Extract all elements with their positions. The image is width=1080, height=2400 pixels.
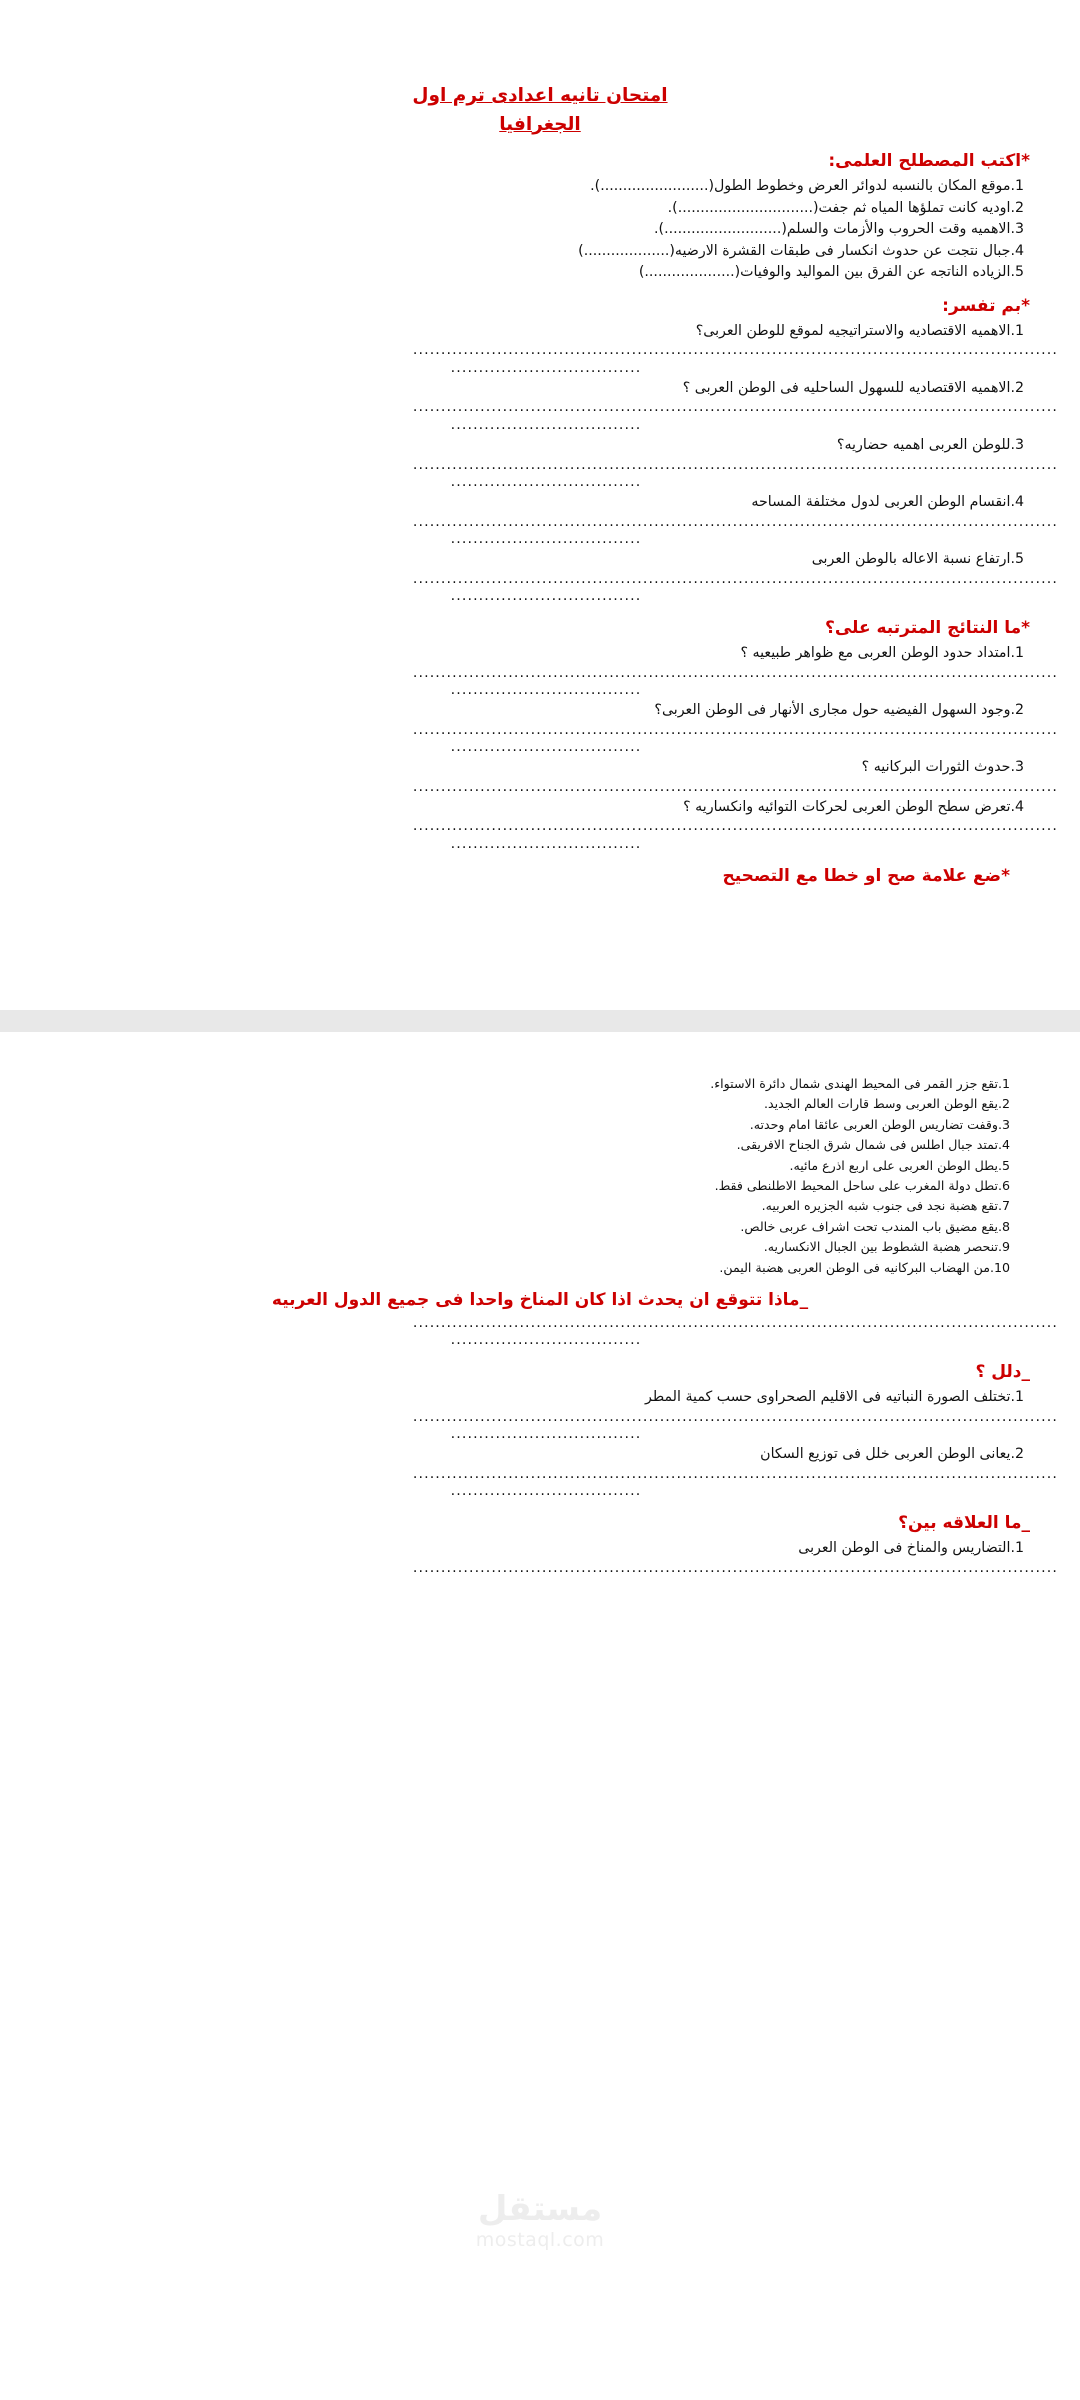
section-true-false-heading (10, 854, 1070, 891)
question-item: 1.امتداد حدود الوطن العربى مع ظواهر طبيعيه ؟ (740, 645, 1024, 662)
question-item: 1.موقع المكان بالنسبه لدوائر العرض وخطوط الطول(........................). (590, 178, 1024, 195)
question-item: 3.حدوث الثورات البركانيه ؟ (861, 759, 1024, 776)
question-item: 1.التضاريس والمناخ فى الوطن العربى (798, 1539, 1024, 1556)
answer-dotted-line: ................................................................................................................... (412, 570, 1058, 587)
question-item: 4.جبال نتجت عن حدوث انكسار فى طبقات القشرة الارضيه(...................) (578, 242, 1024, 259)
title-line-1: امتحان تانيه اعدادى ترم اول (412, 85, 668, 106)
true-false-item: 5.يطل الوطن العربى على اربع اذرع مائيه. (789, 1157, 1010, 1173)
true-false-item: 7.تقع هضبة نجد فى جنوب شبه الجزيره العربيه. (761, 1198, 1010, 1214)
exam-page-2 (0, 1032, 1080, 2400)
section-relationship (10, 1501, 1070, 1577)
answer-dotted-line: ................................................................................................................... (412, 456, 1058, 473)
true-false-item: 4.تمتد جبال اطلس فى شمال شرق الجناح الافريقى. (736, 1137, 1010, 1153)
answer-dotted-line: .................................. (450, 474, 642, 491)
section-prove (10, 1350, 1070, 1501)
answer-dotted-line: ................................................................................................................... (412, 399, 1058, 416)
answer-dotted-line: ................................................................................................................... (412, 1314, 1058, 1331)
answer-dotted-line: ................................................................................................................... (412, 721, 1058, 738)
answer-dotted-line: .................................. (450, 1483, 642, 1500)
watermark-latin-text: mostaql.com (475, 2229, 605, 2251)
true-false-item: 9.تنحصر هضبة الشطوط بين الجبال الانكساريه. (763, 1239, 1010, 1255)
true-false-item: 8.يقع مضيق باب المندب تحت اشراف عربى خالص. (740, 1218, 1010, 1234)
section-true-false-items (10, 1074, 1070, 1278)
answer-dotted-line: .................................. (450, 1332, 642, 1349)
question-item: 1.تختلف الصورة النباتيه فى الاقليم الصحراوى حسب كمية المطر (645, 1389, 1024, 1405)
answer-dotted-line: ................................................................................................................... (412, 778, 1058, 795)
section-consequences (10, 606, 1070, 853)
true-false-item: 3.وقفت تضاريس الوطن العربى عائقا امام وحدته. (749, 1116, 1010, 1132)
section-heading-predict: _ماذا تتوقع ان يحدث اذا كان المناخ واحدا فى جميع الدول العربيه (271, 1289, 809, 1310)
watermark-arabic-text: مستقل (477, 2189, 603, 2229)
answer-dotted-line: .................................. (450, 360, 642, 377)
question-item: 4.تعرض سطح الوطن العربى لحركات التوائيه وانكساريه ؟ (683, 798, 1024, 815)
question-item: 4.انقسام الوطن العربى لدول مختلفة المساحه (751, 494, 1024, 511)
section-heading-true-false: *ضع علامة صح او خطا مع التصحيح (722, 865, 1010, 886)
question-item: 5.الزياده الناتجه عن الفرق بين المواليد والوفيات(....................) (638, 264, 1024, 281)
question-item: 1.الاهميه الاقتصاديه والاستراتيجيه لموقع للوطن العربى؟ (695, 322, 1024, 339)
answer-dotted-line: ................................................................................................................... (412, 342, 1058, 359)
answer-dotted-line: .................................. (450, 417, 642, 434)
question-item: 2.يعانى الوطن العربى خلل فى توزيع السكان (760, 1446, 1024, 1463)
question-item: 2.وجود السهول الفيضيه حول مجارى الأنهار فى الوطن العربى؟ (654, 702, 1024, 719)
page-separator (0, 1010, 1080, 1032)
page-title (10, 0, 1070, 139)
section-heading-relationship: _ما العلاقه بين؟ (898, 1513, 1030, 1534)
section-heading-terms: *اكتب المصطلح العلمى: (828, 151, 1030, 172)
section-predict (10, 1278, 1070, 1350)
question-item: 2.اوديه كانت تملؤها المياه ثم جفت(..............................). (667, 199, 1024, 216)
true-false-item: 2.يقع الوطن العربى وسط قارات العالم الجديد. (764, 1096, 1010, 1112)
exam-page-1 (0, 0, 1080, 1010)
title-line-2: الجغرافيا (499, 113, 581, 135)
question-item: 2.الاهميه الاقتصاديه للسهول الساحليه فى الوطن العربى ؟ (682, 379, 1024, 396)
answer-dotted-line: ................................................................................................................... (412, 664, 1058, 681)
section-heading-consequences: *ما النتائج المترتبه على؟ (824, 618, 1030, 639)
true-false-item: 6.تطل دولة المغرب على ساحل المحيط الاطلنطى فقط. (714, 1177, 1010, 1193)
section-scientific-terms (10, 139, 1070, 284)
question-item: 3.الاهميه وقت الحروب والأزمات والسلم(..........................). (654, 221, 1024, 238)
answer-dotted-line: .................................. (450, 835, 642, 852)
section-heading-prove: _دلل ؟ (975, 1362, 1030, 1383)
top-spacer (10, 1032, 1070, 1074)
true-false-item: 10.من الهضاب البركانيه فى الوطن العربى هضبة اليمن. (719, 1259, 1010, 1275)
question-item: 5.ارتفاع نسبة الاعاله بالوطن العربى (811, 551, 1024, 568)
answer-dotted-line: .................................. (450, 682, 642, 699)
watermark (440, 2189, 640, 2251)
answer-dotted-line: .................................. (450, 588, 642, 605)
section-heading-explain: *بم تفسر: (942, 296, 1030, 317)
answer-dotted-line: .................................. (450, 739, 642, 756)
answer-dotted-line: .................................. (450, 531, 642, 548)
answer-dotted-line: .................................. (450, 1426, 642, 1443)
answer-dotted-line: ................................................................................................................... (412, 818, 1058, 835)
true-false-item: 1.تقع جزر القمر فى المحيط الهندى شمال دائرة الاستواء. (710, 1076, 1010, 1091)
question-item: 3.للوطن العربى اهميه حضاريه؟ (836, 436, 1024, 453)
answer-dotted-line: ................................................................................................................... (412, 1559, 1058, 1576)
answer-dotted-line: ................................................................................................................... (412, 1465, 1058, 1482)
answer-dotted-line: ................................................................................................................... (412, 513, 1058, 530)
answer-dotted-line: ................................................................................................................... (412, 1408, 1058, 1425)
section-explain-why (10, 284, 1070, 606)
